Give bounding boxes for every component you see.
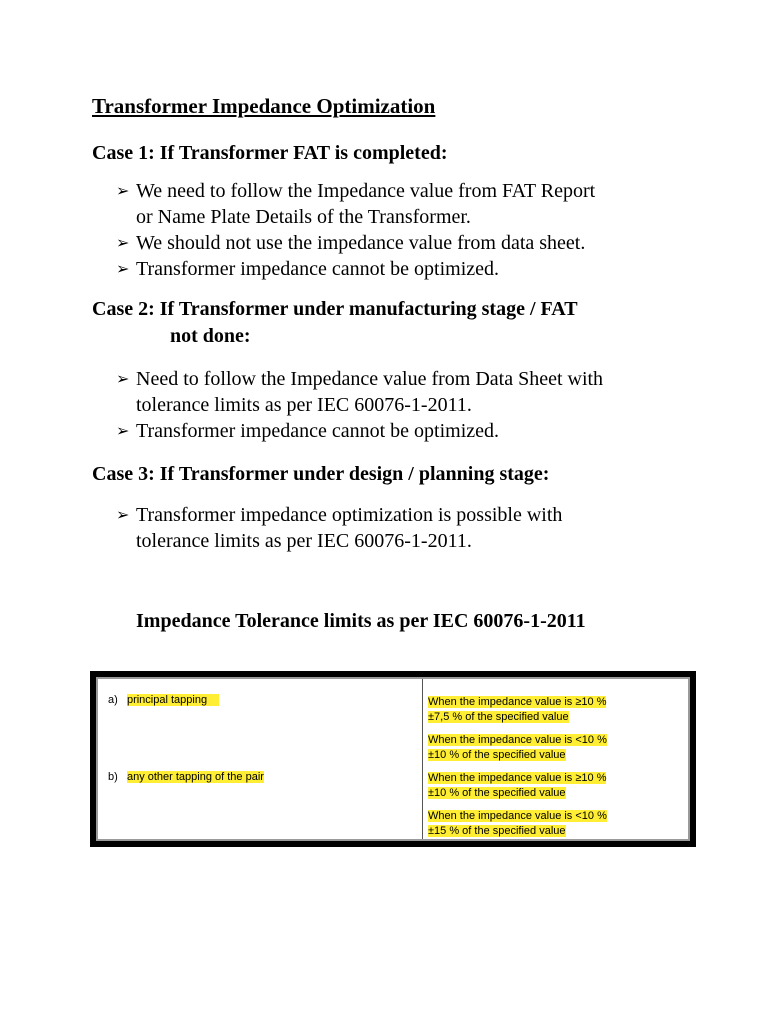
arrow-bullet-icon: ➢ [116, 505, 130, 524]
list-item: ➢ We need to follow the Impedance value from FAT Report or Name Plate Details of the Transformer. [116, 180, 596, 228]
table-cell-a-1: When the impedance value is ≥10 % ±7,5 % of the specified value [428, 696, 607, 723]
arrow-bullet-icon: ➢ [116, 421, 130, 440]
table-cell-b-1: When the impedance value is ≥10 % ±10 % of the specified value [428, 772, 607, 799]
list-item: ➢ We should not use the impedance value from data sheet. [116, 232, 586, 254]
list-item: ➢ Transformer impedance optimization is possible with tolerance limits as per IEC 60076-1-2011. [116, 504, 563, 552]
case-1-bullet-list [116, 178, 595, 282]
arrow-bullet-icon: ➢ [116, 369, 130, 388]
tolerance-table [96, 677, 690, 841]
tolerance-table-image [90, 671, 696, 847]
case-3-bullet-list [116, 502, 562, 554]
arrow-bullet-icon: ➢ [116, 181, 130, 200]
case-2-heading-line1: Case 2: If Transformer under manufacturing stage / FAT [92, 298, 578, 320]
table-cell-a-2: When the impedance value is <10 % ±10 % of the specified value [428, 734, 607, 761]
list-item: ➢ Transformer impedance cannot be optimized. [116, 258, 500, 280]
case-1-heading [92, 140, 448, 167]
document-title: Transformer Impedance Optimization [92, 94, 436, 118]
case-2-bullet-list [116, 366, 603, 444]
case-2-heading [92, 296, 578, 350]
case-2-heading-line2: not done: [170, 325, 251, 347]
case-1-heading-line1: Case 1: If Transformer FAT is completed: [92, 142, 448, 164]
tolerance-table-heading: Impedance Tolerance limits as per IEC 60076-1-2011 [136, 610, 586, 632]
table-row-a-label: a) principal tapping [108, 693, 219, 708]
case-3-heading-line1: Case 3: If Transformer under design / planning stage: [92, 463, 550, 485]
arrow-bullet-icon: ➢ [116, 259, 130, 278]
list-item: ➢ Transformer impedance cannot be optimized. [116, 420, 500, 442]
list-item: ➢ Need to follow the Impedance value from Data Sheet with tolerance limits as per IEC 60076-1-2011. [116, 368, 604, 416]
arrow-bullet-icon: ➢ [116, 233, 130, 252]
table-column-divider [422, 679, 423, 839]
table-cell-b-2: When the impedance value is <10 % ±15 % of the specified value [428, 810, 607, 837]
case-3-heading [92, 461, 549, 488]
table-row-b-label: b) any other tapping of the pair [108, 771, 264, 783]
